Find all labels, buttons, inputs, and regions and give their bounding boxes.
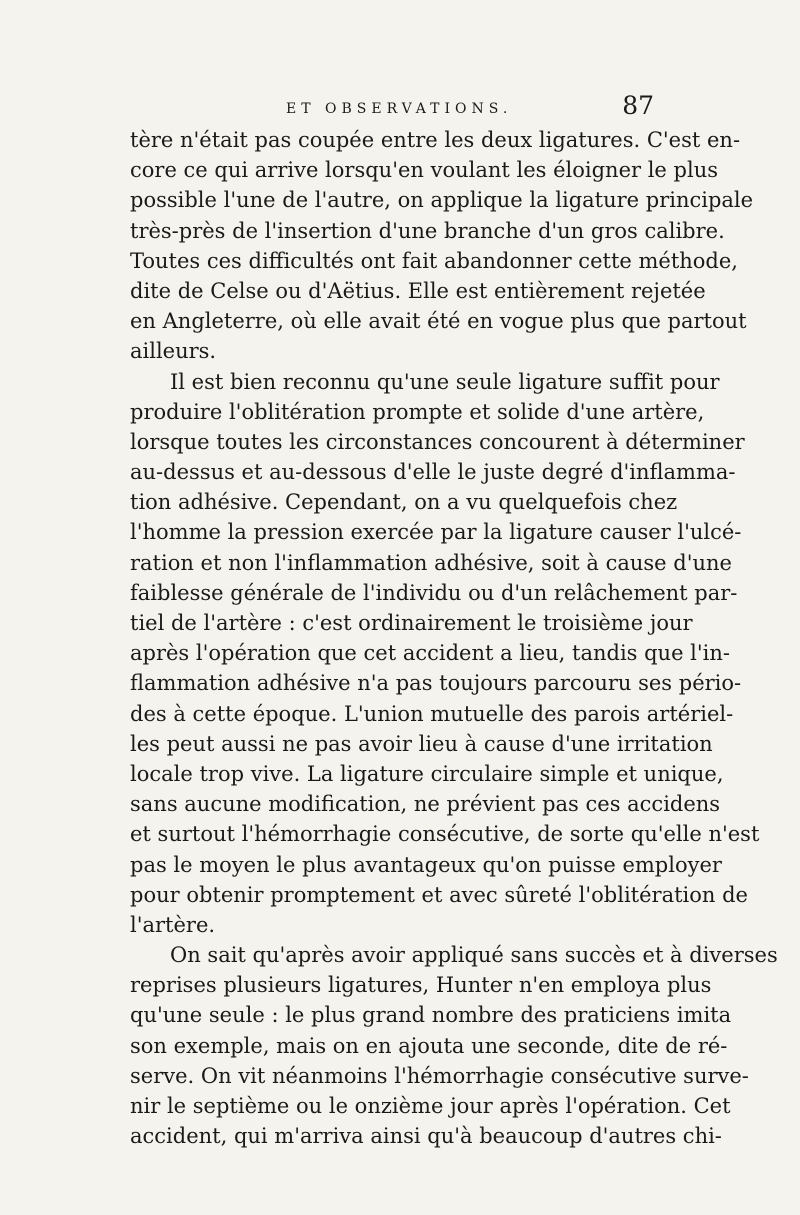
paragraph-start-line: On sait qu'après avoir appliqué sans succès et à diverses (170, 943, 778, 968)
running-title: ET OBSERVATIONS. (286, 101, 513, 117)
text-line: très-près de l'insertion d'une branche d'un gros calibre. (130, 218, 725, 243)
text-line: tion adhésive. Cependant, on a vu quelquefois chez (130, 490, 678, 515)
text-line: sans aucune modification, ne prévient pas ces accidens (130, 792, 721, 817)
text-line: flammation adhésive n'a pas toujours parcouru ses pério- (130, 671, 742, 696)
text-line: qu'une seule : le plus grand nombre des praticiens imita (130, 1003, 732, 1028)
text-line: ailleurs. (130, 339, 217, 364)
text-line: ration et non l'inflammation adhésive, soit à cause d'une (130, 550, 732, 575)
text-line: les peut aussi ne pas avoir lieu à cause d'une irritation (130, 731, 713, 756)
paragraph-start-line: Il est bien reconnu qu'une seule ligature suffit pour (170, 369, 720, 394)
text-line: l'artère. (130, 912, 216, 937)
text-line: reprises plusieurs ligatures, Hunter n'en employa plus (130, 973, 712, 998)
text-line: pour obtenir promptement et avec sûreté l'oblitération de (130, 882, 748, 907)
text-line: dite de Celse ou d'Aëtius. Elle est entièrement rejetée (130, 278, 706, 303)
text-line: Toutes ces difficultés ont fait abandonner cette méthode, (130, 248, 738, 273)
text-line: l'homme la pression exercée par la ligature causer l'ulcé- (130, 520, 742, 545)
text-line: après l'opération que cet accident a lieu, tandis que l'in- (130, 641, 731, 666)
text-line: des à cette époque. L'union mutuelle des parois artériel- (130, 701, 734, 726)
text-line: locale trop vive. La ligature circulaire simple et unique, (130, 761, 724, 786)
text-line: accident, qui m'arriva ainsi qu'à beaucoup d'autres chi- (130, 1124, 722, 1149)
text-line: possible l'une de l'autre, on applique la ligature principale (130, 188, 754, 213)
text-line: au-dessus et au-dessous d'elle le juste degré d'inflamma- (130, 460, 736, 485)
text-line: pas le moyen le plus avantageux qu'on puisse employer (130, 852, 722, 877)
text-line: serve. On vit néanmoins l'hémorrhagie consécutive surve- (130, 1063, 749, 1088)
text-line: produire l'oblitération prompte et solide d'une artère, (130, 399, 705, 424)
body-text (130, 125, 778, 1151)
text-line: tère n'était pas coupée entre les deux ligatures. C'est en- (130, 128, 741, 152)
text-line: et surtout l'hémorrhagie consécutive, de sorte qu'elle n'est (130, 822, 760, 847)
text-line: core ce qui arrive lorsqu'en voulant les éloigner le plus (130, 158, 718, 183)
text-line: nir le septième ou le onzième jour après l'opération. Cet (130, 1094, 731, 1118)
text-line: son exemple, mais on en ajouta une seconde, dite de ré- (130, 1033, 728, 1058)
text-line: tiel de l'artère : c'est ordinairement le troisième jour (130, 611, 693, 635)
page-number: 87 (622, 91, 654, 120)
text-line: lorsque toutes les circonstances concourent à déterminer (130, 429, 745, 454)
text-line: en Angleterre, où elle avait été en vogue plus que partout (130, 309, 747, 334)
running-head (140, 91, 660, 125)
text-line: faiblesse générale de l'individu ou d'un relâchement par- (130, 580, 738, 605)
